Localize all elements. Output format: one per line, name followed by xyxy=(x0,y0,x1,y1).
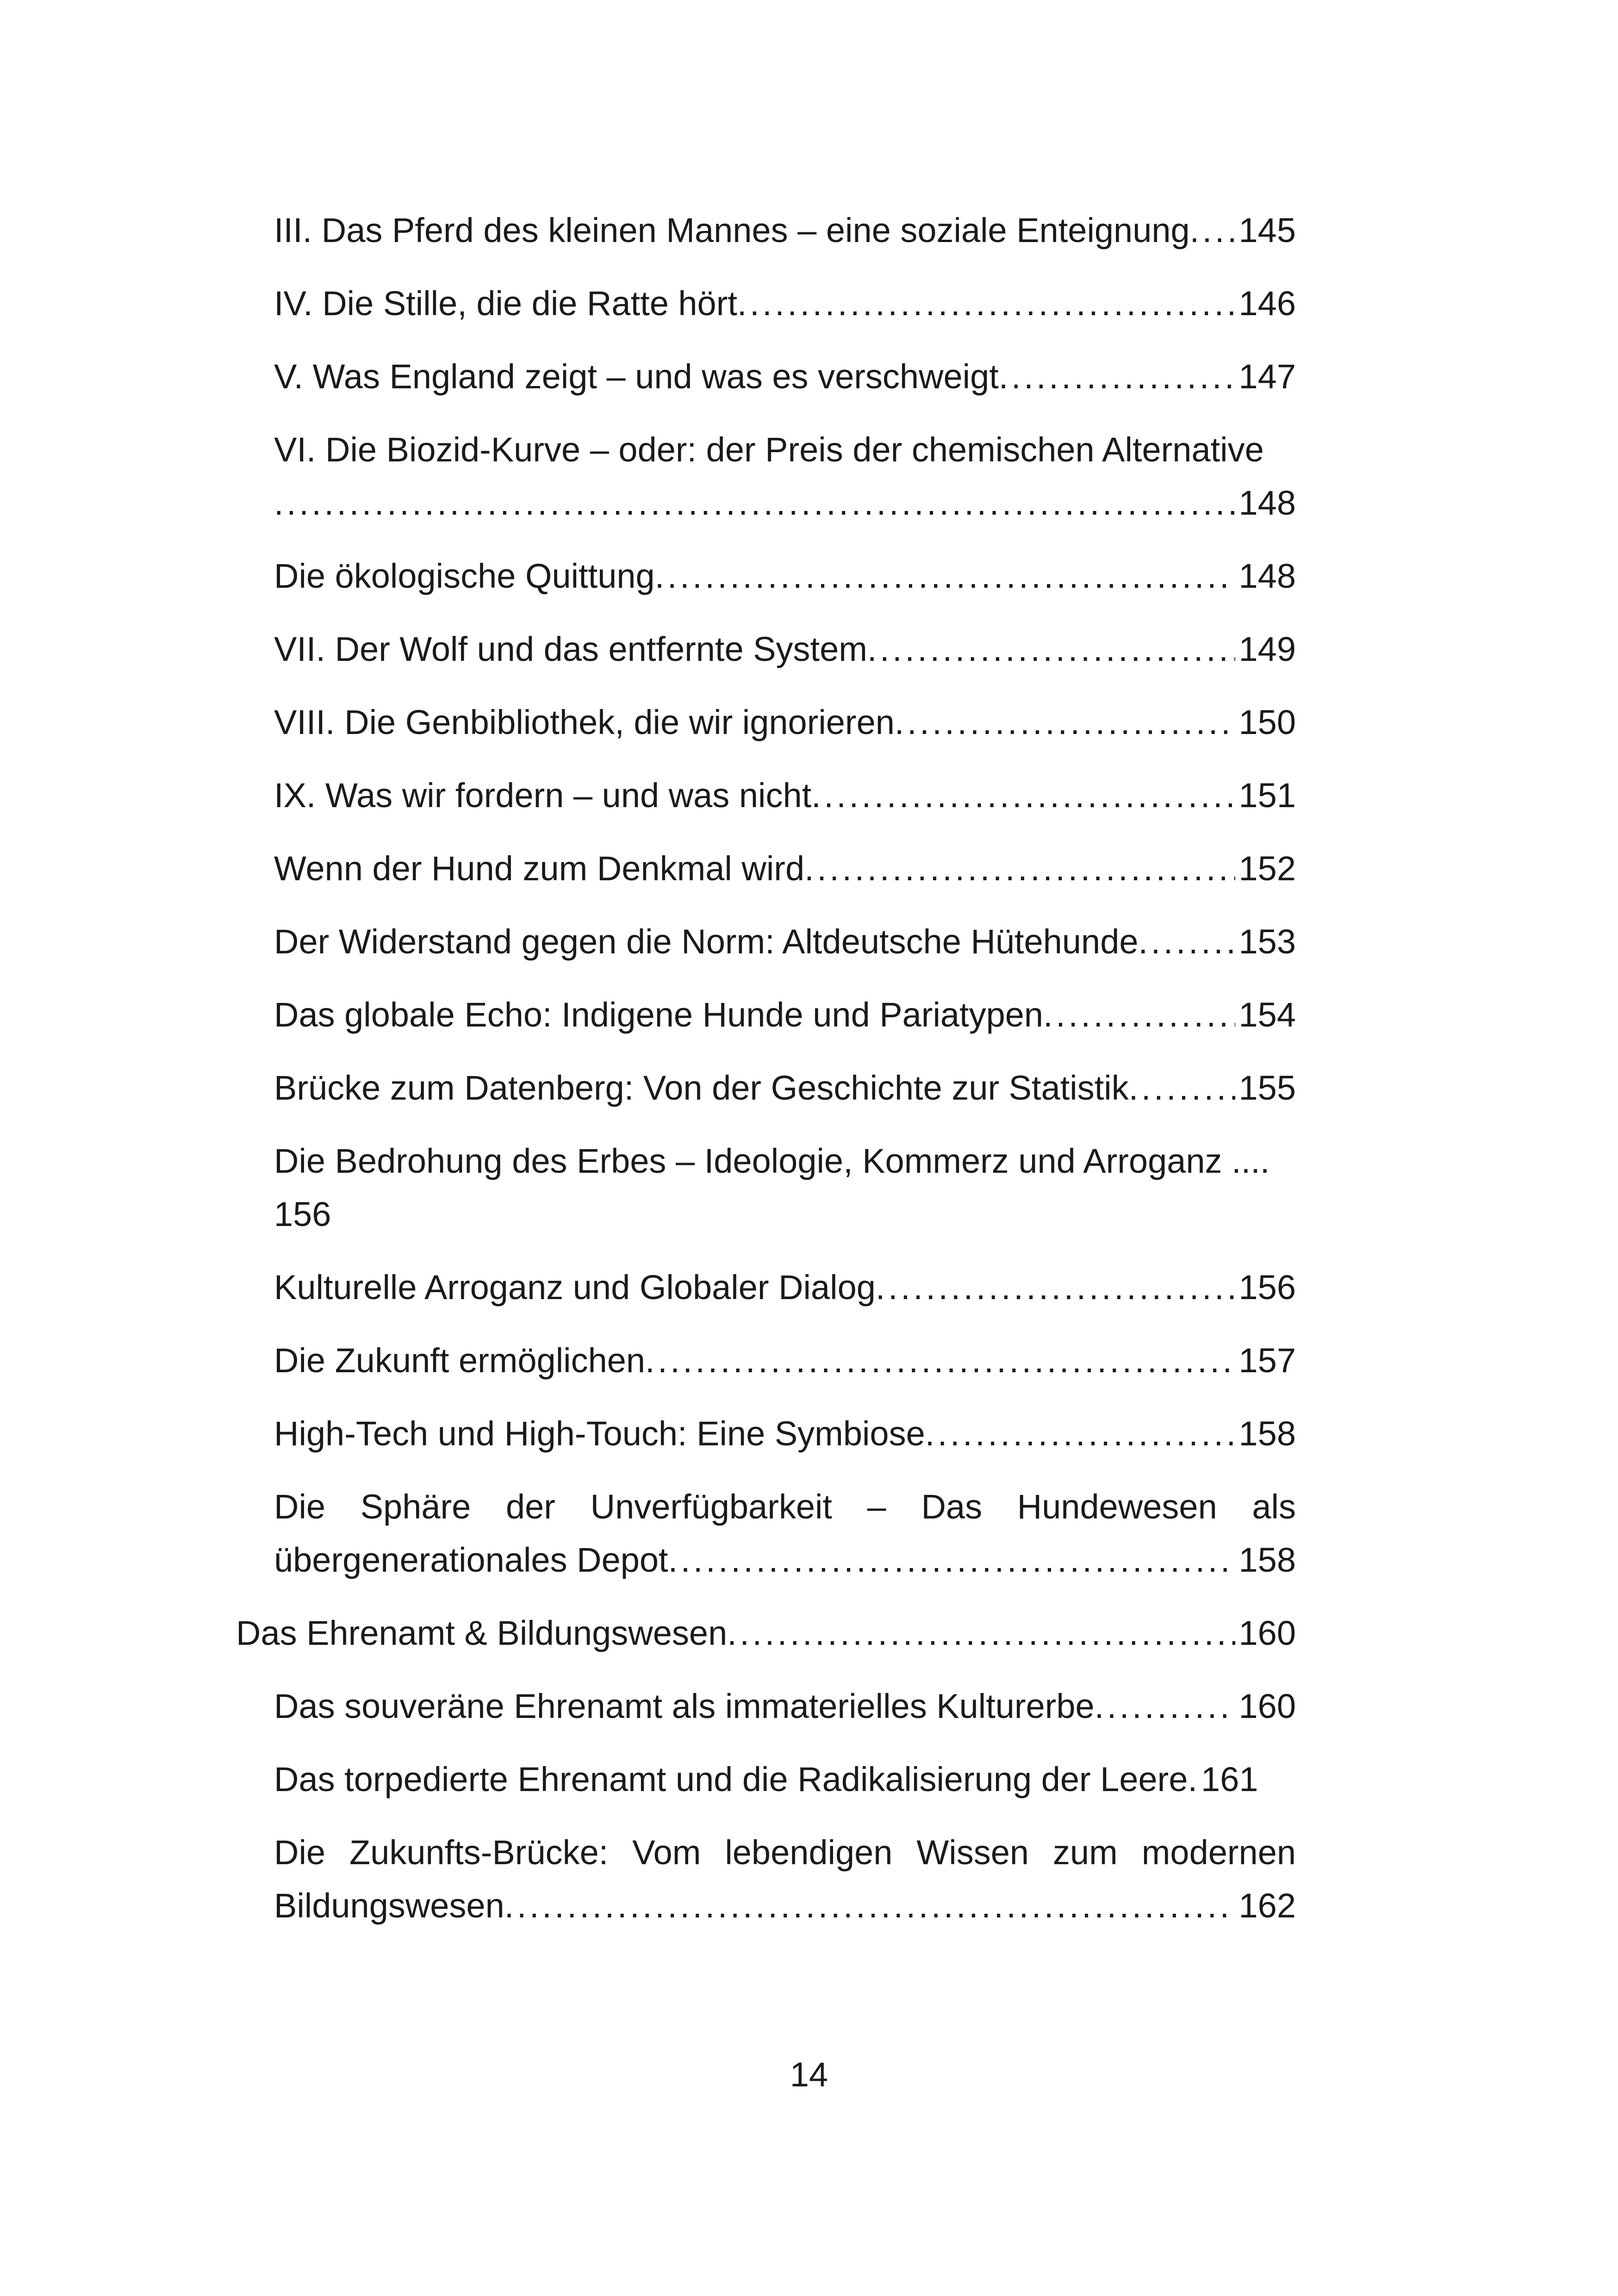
toc-entry[interactable] xyxy=(236,277,1296,330)
dot-leader xyxy=(727,1606,1235,1660)
dot-leader xyxy=(668,1533,1235,1587)
dot-leader xyxy=(811,769,1235,822)
toc-entry[interactable] xyxy=(236,842,1296,895)
toc-entry-title: VIII. Die Genbibliothek, die wir ignorieren xyxy=(274,703,895,741)
toc-entry[interactable] xyxy=(236,1407,1296,1460)
toc-entry-title-continued: übergenerationales Depot xyxy=(274,1541,668,1579)
toc-section-title: Das Ehrenamt & Bildungswesen xyxy=(236,1614,728,1652)
toc-entry-title: V. Was England zeigt – und was es verschweigt xyxy=(274,357,999,396)
toc-entry-title-continued: Bildungswesen xyxy=(274,1886,504,1925)
dot-leader xyxy=(504,1879,1235,1932)
dot-leader xyxy=(274,476,1235,529)
toc-entry-title: Die Zukunfts-Brücke: Vom lebendigen Wissen zum modernen xyxy=(274,1833,1296,1872)
dot-leader xyxy=(1129,1061,1235,1114)
toc-entry-page: 158 xyxy=(1238,1414,1296,1453)
toc-entry-page: 154 xyxy=(1238,996,1296,1034)
dot-leader xyxy=(1095,1680,1235,1733)
toc-entry[interactable] xyxy=(236,1261,1296,1314)
toc-entry-title: Das torpedierte Ehrenamt und die Radikalisierung der Leere. xyxy=(274,1760,1198,1798)
toc-entry-title: Das globale Echo: Indigene Hunde und Pariatypen xyxy=(274,996,1044,1034)
toc-section-entry[interactable] xyxy=(236,1606,1296,1660)
table-of-contents xyxy=(236,204,1296,1952)
toc-entry-title: High-Tech und High-Touch: Eine Symbiose xyxy=(274,1414,925,1453)
toc-entry[interactable] xyxy=(236,350,1296,403)
toc-entry[interactable] xyxy=(236,549,1296,603)
toc-entry[interactable] xyxy=(236,1480,1296,1587)
toc-entry-title: VII. Der Wolf und das entfernte System xyxy=(274,630,867,668)
dot-leader: .... xyxy=(1222,1142,1270,1180)
dot-leader xyxy=(867,622,1235,676)
toc-entry-title: Die Zukunft ermöglichen xyxy=(274,1341,646,1380)
toc-entry-title: III. Das Pferd des kleinen Mannes – eine soziale Enteignung xyxy=(274,211,1190,249)
toc-entry[interactable] xyxy=(236,1826,1296,1932)
toc-entry[interactable] xyxy=(236,1134,1296,1241)
dot-leader xyxy=(895,696,1235,749)
toc-entry-page: 153 xyxy=(1238,922,1296,961)
page-number: 14 xyxy=(790,2055,828,2094)
toc-entry-page: 150 xyxy=(1238,703,1296,741)
toc-entry-title: IV. Die Stille, die die Ratte hört xyxy=(274,284,737,323)
toc-entry-page: 158 xyxy=(1238,1541,1296,1579)
toc-entry-title: Die Bedrohung des Erbes – Ideologie, Kommerz und Arroganz xyxy=(274,1142,1222,1180)
toc-entry[interactable] xyxy=(236,1061,1296,1114)
toc-entry-title: VI. Die Biozid-Kurve – oder: der Preis der chemischen Alternative xyxy=(274,430,1264,469)
toc-entry-page: 160 xyxy=(1238,1614,1296,1652)
toc-entry-page: 155 xyxy=(1238,1069,1296,1107)
toc-entry[interactable] xyxy=(236,204,1296,257)
toc-entry-page: 145 xyxy=(1238,211,1296,249)
toc-entry-page: 157 xyxy=(1238,1341,1296,1380)
toc-entry-page: 146 xyxy=(1238,284,1296,323)
toc-entry-page: 148 xyxy=(1238,484,1296,522)
toc-entry-title: Kulturelle Arroganz und Globaler Dialog xyxy=(274,1268,876,1307)
toc-entry-title: Wenn der Hund zum Denkmal wird xyxy=(274,849,805,888)
toc-entry[interactable] xyxy=(236,1680,1296,1733)
toc-entry-page: 147 xyxy=(1238,357,1296,396)
toc-entry-page: 162 xyxy=(1238,1886,1296,1925)
dot-leader xyxy=(737,277,1235,330)
toc-entry[interactable] xyxy=(236,1334,1296,1387)
toc-entry-title: IX. Was wir fordern – und was nicht xyxy=(274,776,812,815)
dot-leader xyxy=(645,1334,1235,1387)
dot-leader xyxy=(1190,204,1235,257)
toc-entry[interactable] xyxy=(236,622,1296,676)
dot-leader xyxy=(1139,915,1235,968)
toc-entry-page: 156 xyxy=(1238,1268,1296,1307)
toc-entry[interactable] xyxy=(236,769,1296,822)
toc-entry-page: 161 xyxy=(1201,1760,1258,1798)
toc-entry-page: 156 xyxy=(274,1195,331,1233)
toc-entry-page: 148 xyxy=(1238,557,1296,595)
toc-entry[interactable] xyxy=(236,696,1296,749)
toc-entry-title: Der Widerstand gegen die Norm: Altdeutsche Hütehunde xyxy=(274,922,1139,961)
dot-leader xyxy=(925,1407,1235,1460)
dot-leader xyxy=(1043,988,1235,1041)
toc-entry[interactable] xyxy=(236,915,1296,968)
toc-entry-page: 149 xyxy=(1238,630,1296,668)
dot-leader xyxy=(804,842,1235,895)
toc-entry[interactable] xyxy=(236,988,1296,1041)
toc-entry-title: Brücke zum Datenberg: Von der Geschichte zur Statistik xyxy=(274,1069,1129,1107)
toc-entry[interactable] xyxy=(236,423,1296,529)
toc-entry-page: 151 xyxy=(1238,776,1296,815)
toc-entry-page: 160 xyxy=(1238,1687,1296,1725)
toc-entry-title: Die ökologische Quittung xyxy=(274,557,655,595)
toc-entry-page: 152 xyxy=(1238,849,1296,888)
dot-leader xyxy=(655,549,1235,603)
dot-leader xyxy=(999,350,1235,403)
toc-entry-title: Die Sphäre der Unverfügbarkeit – Das Hundewesen als xyxy=(274,1487,1296,1526)
toc-entry-title: Das souveräne Ehrenamt als immaterielles Kulturerbe xyxy=(274,1687,1095,1725)
dot-leader xyxy=(876,1261,1235,1314)
toc-entry[interactable] xyxy=(236,1753,1296,1806)
